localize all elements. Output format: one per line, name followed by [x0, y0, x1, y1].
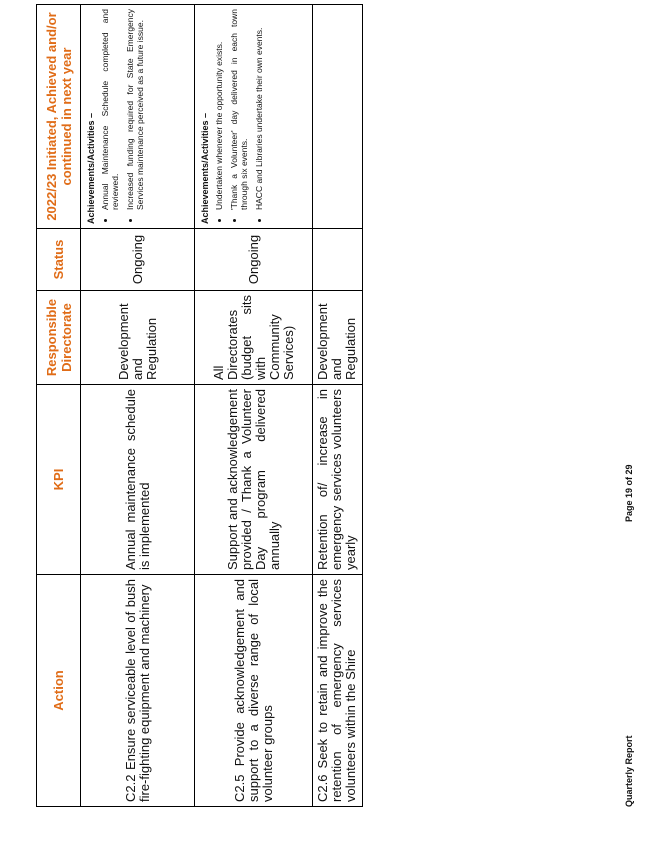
achievement-item: • Increased funding required for State Emergency Services maintenance perceived as a future issue. [125, 9, 145, 210]
action-cell: C2.6 Seek to retain and improve the retention of emergency services volunteers within the Shire [313, 575, 363, 807]
achievements-cell [195, 5, 313, 229]
table-row [195, 5, 313, 807]
achievements-title: Achievements/Activities – [86, 112, 96, 224]
achievement-item: • 'Thank a Volunteer' day delivered in each town through six events. [229, 9, 249, 210]
kpi-cell: Retention of/ increase in emergency services volunteers yearly [313, 385, 363, 575]
table-header-row [37, 5, 81, 807]
action-cell: C2.5 Provide acknowledgement and support to a diverse range of local volunteer groups [195, 575, 313, 807]
status-cell: Ongoing [81, 229, 195, 291]
header-achievements: 2022/23 Initiated, Achieved and/or continued in next year [37, 5, 81, 229]
page-number: Page 19 of 29 [624, 464, 634, 522]
achievements-title: Achievements/Activities – [200, 112, 210, 224]
report-table [36, 4, 363, 807]
header-status: Status [37, 229, 81, 291]
status-cell [313, 229, 363, 291]
table-row [81, 5, 195, 807]
header-action: Action [37, 575, 81, 807]
kpi-cell: Support and acknowledgement provided / Thank a Volunteer Day program delivered annually [195, 385, 313, 575]
directorate-cell: All Directorates (budget sits with Community Services) [195, 291, 313, 385]
achievement-item: • Annual Maintenance Schedule completed and reviewed. [100, 9, 120, 210]
achievements-cell [81, 5, 195, 229]
directorate-cell: Development and Regulation [313, 291, 363, 385]
header-directorate: Responsible Directorate [37, 291, 81, 385]
report-title: Quarterly Report [624, 735, 634, 807]
action-cell: C2.2 Ensure serviceable level of bush fire-fighting equipment and machinery [81, 575, 195, 807]
achievements-cell [313, 5, 363, 229]
table-row [313, 5, 363, 807]
status-cell: Ongoing [195, 229, 313, 291]
achievement-item: • HACC and Libraries undertake their own events. [254, 9, 264, 210]
directorate-cell: Development and Regulation [81, 291, 195, 385]
header-kpi: KPI [37, 385, 81, 575]
kpi-cell: Annual maintenance schedule is implemented [81, 385, 195, 575]
achievement-item: • Undertaken whenever the opportunity exists. [214, 9, 224, 210]
